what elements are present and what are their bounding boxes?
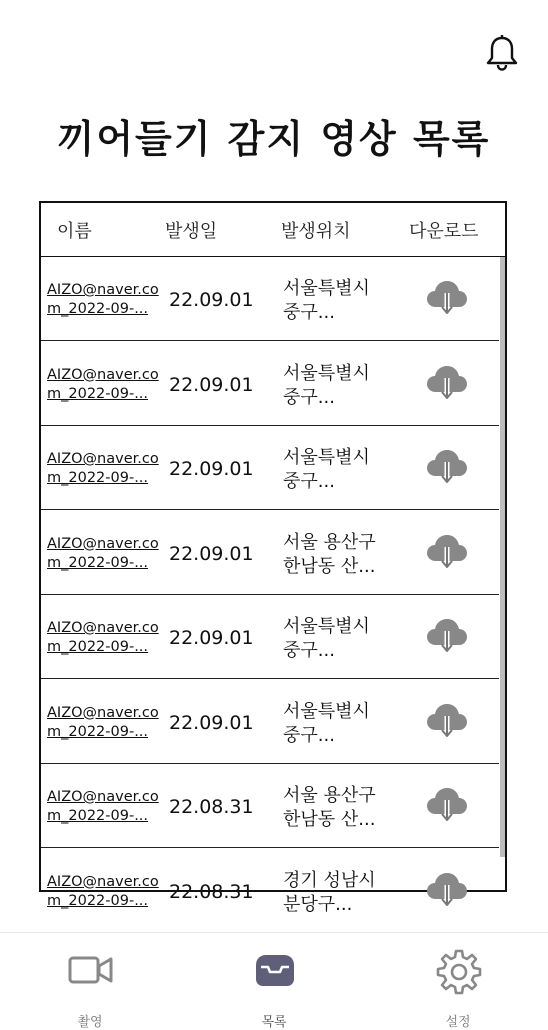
cloud-download-icon[interactable] (425, 702, 469, 740)
table-row[interactable] (41, 342, 499, 426)
nav-item-record[interactable] (30, 933, 150, 1029)
cloud-download-icon[interactable] (425, 448, 469, 486)
cloud-download-icon[interactable] (425, 279, 469, 317)
table-row[interactable] (41, 849, 499, 933)
table-row[interactable] (41, 680, 499, 764)
table-row[interactable] (41, 511, 499, 595)
cloud-download-icon[interactable] (425, 533, 469, 571)
occurred-date: 22.09.01 (169, 542, 254, 565)
occurred-location: 서울특별시 중구... (283, 616, 370, 661)
video-name-link[interactable]: AIZO@naver.co m_2022-09-... (47, 620, 159, 655)
cloud-download-icon[interactable] (425, 364, 469, 402)
table-row[interactable] (41, 257, 499, 341)
video-name-link[interactable]: AIZO@naver.co m_2022-09-... (47, 873, 159, 909)
column-header-name: 이름 (57, 221, 92, 242)
column-header-download: 다운로드 (409, 221, 479, 242)
gear-icon (436, 949, 482, 995)
occurred-location: 서울특별시 중구... (283, 278, 370, 323)
scrollbar[interactable] (500, 257, 505, 857)
nav-item-list[interactable] (214, 933, 334, 1029)
video-name-link[interactable]: AIZO@naver.co m_2022-09-... (47, 366, 159, 402)
occurred-date: 22.09.01 (169, 627, 254, 649)
bell-icon[interactable] (484, 34, 520, 72)
video-name-link[interactable]: AIZO@naver.co m_2022-09-... (47, 535, 159, 571)
page-title: 끼어들기 감지 영상 목록 (57, 117, 491, 161)
cloud-download-icon[interactable] (425, 786, 469, 824)
inbox-tray-icon (252, 949, 298, 989)
video-camera-icon (68, 949, 114, 989)
occurred-date: 22.09.01 (169, 373, 254, 396)
occurred-date: 22.09.01 (169, 289, 254, 311)
video-name-link[interactable]: AIZO@naver.co m_2022-09-... (47, 451, 159, 486)
video-name-link[interactable]: AIZO@naver.co m_2022-09-... (47, 789, 159, 824)
table-row[interactable] (41, 426, 499, 510)
column-header-location: 발생위치 (281, 221, 351, 242)
occurred-date: 22.09.01 (169, 711, 254, 734)
nav-label-list: 목록 (261, 1015, 287, 1030)
occurred-location: 서울 용산구 한남동 산... (283, 531, 376, 577)
table-header (41, 203, 505, 257)
cloud-download-icon[interactable] (425, 617, 469, 655)
occurred-date: 22.08.31 (169, 880, 254, 903)
occurred-location: 서울특별시 중구... (283, 447, 370, 492)
occurred-location: 서울 용산구 한남동 산... (283, 785, 376, 830)
nav-label-record: 촬영 (77, 1015, 103, 1030)
occurred-date: 22.09.01 (169, 458, 254, 480)
table-body[interactable] (41, 257, 505, 915)
table-row[interactable] (41, 595, 499, 679)
video-name-link[interactable]: AIZO@naver.co m_2022-09-... (47, 704, 159, 740)
occurred-location: 서울특별시 중구... (283, 362, 370, 408)
occurred-location: 서울특별시 중구... (283, 700, 370, 746)
nav-item-settings[interactable] (398, 933, 518, 1029)
occurred-location: 경기 성남시 분당구... (283, 869, 376, 915)
nav-label-settings: 설정 (445, 1015, 471, 1030)
cloud-download-icon[interactable] (425, 871, 469, 909)
column-header-date: 발생일 (165, 221, 218, 242)
video-list-table (39, 201, 507, 915)
video-name-link[interactable]: AIZO@naver.co m_2022-09-... (47, 282, 159, 317)
bottom-nav (0, 932, 548, 1029)
occurred-date: 22.08.31 (169, 796, 254, 818)
table-row[interactable] (41, 764, 499, 848)
